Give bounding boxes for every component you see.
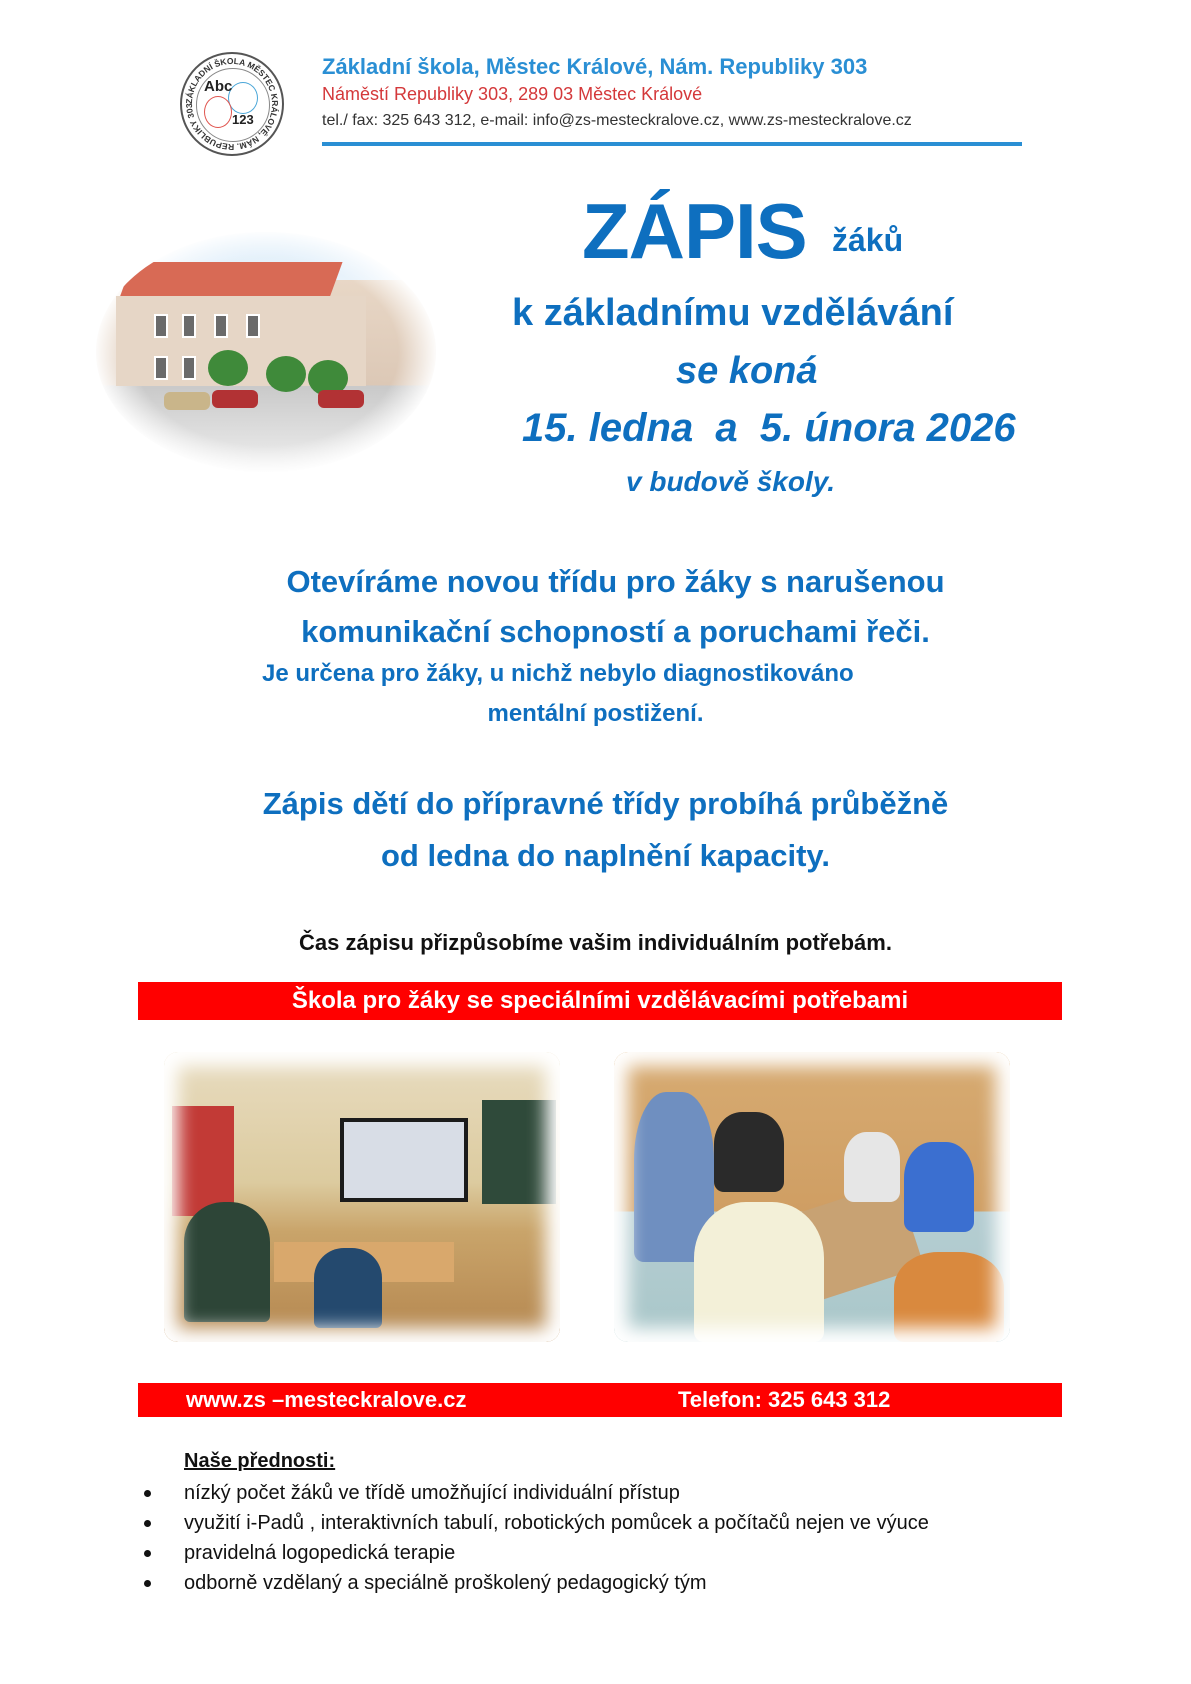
teacher	[184, 1202, 270, 1322]
hero-dates: 15. ledna a 5. února 2026	[522, 406, 1016, 450]
website-link[interactable]: www.zs –mesteckralove.cz	[186, 1387, 467, 1412]
window	[182, 314, 196, 338]
boy-face-icon	[228, 82, 258, 114]
child	[894, 1252, 1004, 1342]
window	[214, 314, 228, 338]
window	[154, 314, 168, 338]
special-needs-banner: Škola pro žáky se speciálními vzdělávacími potřebami	[138, 982, 1062, 1020]
child	[844, 1132, 900, 1202]
tree	[266, 356, 306, 392]
hero-line-education: k základnímu vzdělávání	[512, 292, 954, 334]
hero-line-takes-place: se koná	[676, 350, 818, 392]
shelf	[172, 1106, 234, 1216]
interactive-screen	[340, 1118, 468, 1202]
child	[694, 1202, 824, 1342]
desk	[274, 1242, 454, 1282]
window	[246, 314, 260, 338]
chalkboard	[482, 1100, 556, 1204]
car	[164, 392, 210, 410]
school-name: Základní škola, Městec Králové, Nám. Republiky 303	[322, 54, 868, 79]
advantages-list	[140, 1478, 929, 1598]
bullet-icon	[144, 1580, 151, 1587]
girl-face-icon	[204, 96, 232, 128]
school-logo	[180, 52, 284, 156]
prep-class-line-2: od ledna do naplnění kapacity.	[380, 838, 830, 873]
headline-zapis: ZÁPIS	[582, 187, 807, 275]
child	[314, 1248, 382, 1328]
tree	[208, 350, 248, 386]
list-item: odborně vzdělaný a speciálně proškolený pedagogický tým	[140, 1568, 929, 1598]
new-class-line-2: komunikační schopností a poruchami řeči.	[301, 614, 930, 649]
school-address: Náměstí Republiky 303, 289 03 Městec Králové	[322, 84, 703, 104]
school-contact: tel./ fax: 325 643 312, e-mail: info@zs-mesteckralove.cz, www.zs-mesteckralove.cz	[322, 112, 912, 129]
car	[318, 390, 364, 408]
logo-123: 123	[232, 112, 254, 127]
new-class-line-3: Je určena pro žáky, u nichž nebylo diagnostikováno	[262, 660, 854, 687]
bullet-icon	[144, 1490, 151, 1497]
prep-class-line-1: Zápis dětí do přípravné třídy probíhá průběžně	[262, 786, 949, 821]
list-item: nízký počet žáků ve třídě umožňující individuální přístup	[140, 1478, 929, 1508]
contact-banner	[138, 1383, 1062, 1417]
hero-place: v budově školy.	[626, 466, 836, 497]
logo-abc: Abc	[204, 78, 233, 95]
window	[154, 356, 168, 380]
headline-zaku: žáků	[832, 222, 904, 258]
phone-number: Telefon: 325 643 312	[678, 1387, 891, 1412]
bullet-icon	[144, 1550, 151, 1557]
advantages-title: Naše přednosti:	[184, 1450, 336, 1472]
list-item: využití i-Padů , interaktivních tabulí, robotických pomůcek a počítačů nejen ve výuce	[140, 1508, 929, 1538]
time-note: Čas zápisu přizpůsobíme vašim individuálním potřebám.	[299, 930, 892, 955]
car	[212, 390, 258, 408]
school-building-photo	[96, 232, 436, 472]
children-painting-photo	[614, 1052, 1010, 1342]
header-divider	[322, 142, 1022, 146]
new-class-line-1: Otevíráme novou třídu pro žáky s narušenou	[286, 564, 945, 599]
new-class-line-4: mentální postižení.	[487, 700, 704, 727]
bullet-icon	[144, 1520, 151, 1527]
child	[904, 1142, 974, 1232]
child	[634, 1092, 714, 1262]
child	[714, 1112, 784, 1192]
painting-board	[754, 1181, 924, 1313]
classroom-photo	[164, 1052, 560, 1342]
window	[182, 356, 196, 380]
list-item: pravidelná logopedická terapie	[140, 1538, 929, 1568]
svg-text:ZÁKLADNÍ ŠKOLA MĚSTEC KRÁLOVÉ,: ZÁKLADNÍ ŠKOLA MĚSTEC KRÁLOVÉ, NÁM. REPUBLIKY 303	[183, 55, 281, 153]
roof	[119, 262, 342, 298]
